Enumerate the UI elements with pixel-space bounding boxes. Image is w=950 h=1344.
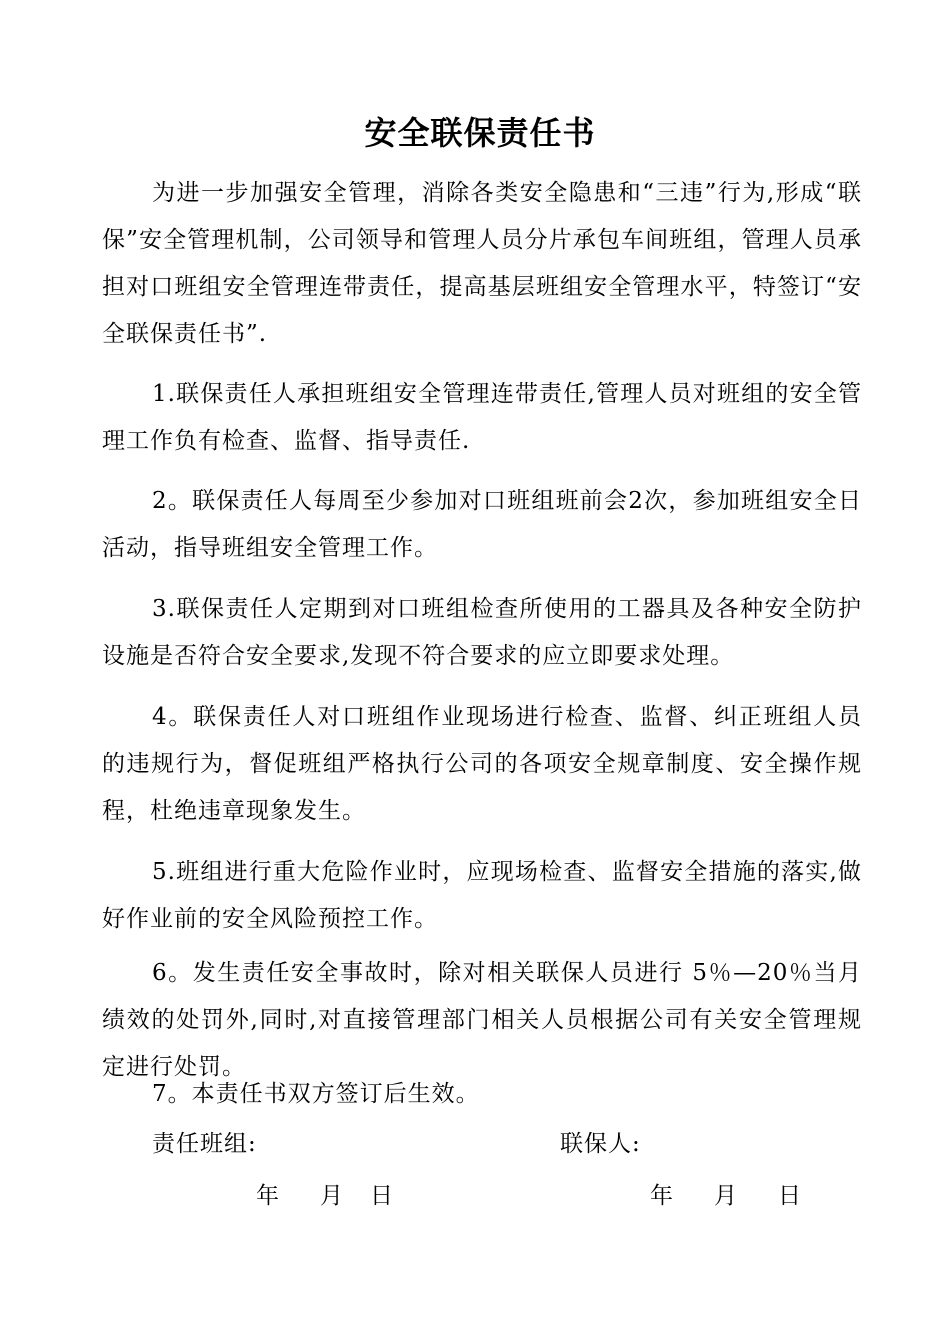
clause-2: 2。联保责任人每周至少参加对口班组班前会2次，参加班组安全日活动，指导班组安全管理工作。: [102, 488, 862, 561]
clause-4: 4。联保责任人对口班组作业现场进行检查、监督、纠正班组人员的违规行为，督促班组严格执行公司的各项安全规章制度、安全操作规程，杜绝违章现象发生。: [102, 704, 862, 824]
right-date-line: [650, 1176, 801, 1216]
clause-7: 7。本责任书双方签订后生效。: [152, 1081, 480, 1107]
guarantor-label: 联保人:: [560, 1131, 641, 1157]
clause-6: 6。发生责任安全事故时，除对相关联保人员进行 5％—20％当月绩效的处罚外,同时,对直接管理部门相关人员根据公司有关安全管理规定进行处罚。: [102, 960, 862, 1080]
clause-5: 5.班组进行重大危险作业时，应现场检查、监督安全措施的落实,做好作业前的安全风险预控工作。: [102, 859, 862, 932]
clause-3: 3.联保责任人定期到对口班组检查所使用的工器具及各种安全防护设施是否符合安全要求,发现不符合要求的应立即要求处理。: [102, 596, 862, 669]
left-date-day: 日: [370, 1183, 393, 1209]
responsible-team-label: 责任班组:: [152, 1131, 257, 1157]
right-date-day: 日: [778, 1183, 801, 1209]
document-title: 安全联保责任书: [364, 114, 596, 152]
clause-1: 1.联保责任人承担班组安全管理连带责任,管理人员对班组的安全管理工作负有检查、监督、指导责任.: [102, 381, 862, 454]
right-date-year: 年: [650, 1183, 673, 1209]
left-date-month: 月: [320, 1183, 343, 1209]
intro-paragraph: 为进一步加强安全管理，消除各类安全隐患和“三违”行为,形成“联保”安全管理机制，公司领导和管理人员分片承包车间班组，管理人员承担对口班组安全管理连带责任，提高基层班组安全管理水平，特签订“安全联保责任书”.: [102, 180, 862, 347]
left-date-line: [256, 1176, 393, 1216]
right-date-month: 月: [714, 1183, 737, 1209]
left-date-year: 年: [256, 1183, 279, 1209]
